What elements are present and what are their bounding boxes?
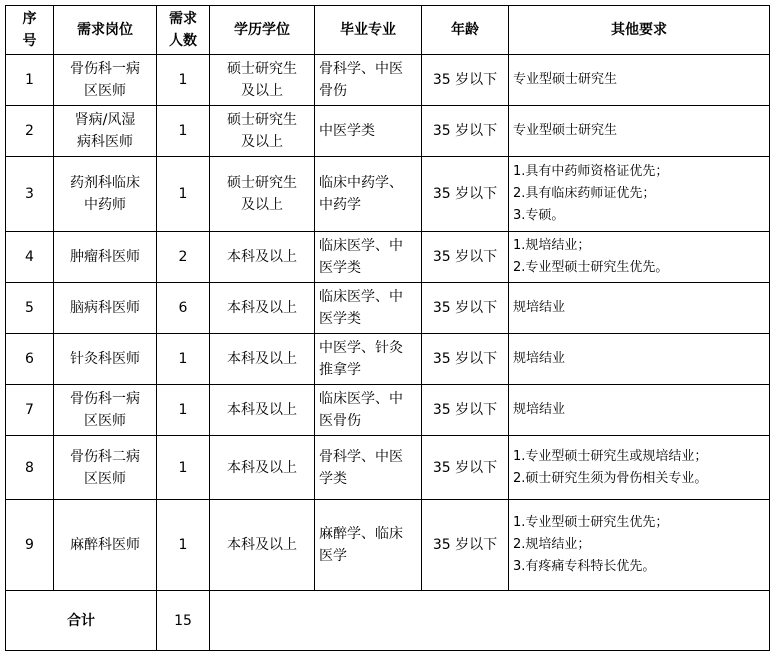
cell-position: 骨伤科一病 区医师 <box>54 385 157 436</box>
cell-major: 临床医学、中 医学类 <box>315 283 422 334</box>
cell-position: 麻醉科医师 <box>54 500 157 591</box>
table-row <box>6 55 770 106</box>
header-row <box>6 6 770 55</box>
cell-degree: 本科及以上 <box>210 232 315 283</box>
cell-seq: 6 <box>6 334 54 385</box>
table-row <box>6 500 770 591</box>
requirement-line: 1.专业型硕士研究生优先； <box>513 515 669 530</box>
table-row <box>6 283 770 334</box>
cell-seq: 9 <box>6 500 54 591</box>
cell-other <box>509 283 770 334</box>
total-label: 合计 <box>6 591 157 651</box>
requirement-line: 2.具有临床药师证优先； <box>513 186 656 201</box>
cell-position: 脑病科医师 <box>54 283 157 334</box>
cell-degree: 本科及以上 <box>210 500 315 591</box>
cell-age: 35 岁以下 <box>422 283 509 334</box>
cell-seq: 2 <box>6 106 54 157</box>
cell-other <box>509 55 770 106</box>
header-seq: 序 号 <box>6 6 54 55</box>
cell-count: 1 <box>157 334 210 385</box>
header-count: 需求 人数 <box>157 6 210 55</box>
cell-age: 35 岁以下 <box>422 334 509 385</box>
cell-age: 35 岁以下 <box>422 232 509 283</box>
cell-age: 35 岁以下 <box>422 157 509 232</box>
cell-age: 35 岁以下 <box>422 385 509 436</box>
requirement-line: 规培结业 <box>513 300 566 315</box>
requirement-line: 3.专硕。 <box>513 208 565 223</box>
requirement-line: 3.有疼痛专科特长优先。 <box>513 559 656 574</box>
cell-count: 1 <box>157 385 210 436</box>
cell-count: 1 <box>157 157 210 232</box>
cell-count: 6 <box>157 283 210 334</box>
cell-count: 1 <box>157 436 210 500</box>
cell-count: 1 <box>157 500 210 591</box>
cell-position: 肾病/风湿 病科医师 <box>54 106 157 157</box>
header-position: 需求岗位 <box>54 6 157 55</box>
requirement-line: 1.规培结业； <box>513 238 591 253</box>
cell-major: 中医学类 <box>315 106 422 157</box>
cell-major: 麻醉学、临床 医学 <box>315 500 422 591</box>
cell-degree: 本科及以上 <box>210 334 315 385</box>
cell-position: 药剂科临床 中药师 <box>54 157 157 232</box>
requirement-line: 规培结业 <box>513 402 566 417</box>
requirement-line: 专业型硕士研究生 <box>513 123 618 138</box>
cell-position: 骨伤科一病 区医师 <box>54 55 157 106</box>
cell-major: 中医学、针灸 推拿学 <box>315 334 422 385</box>
cell-other <box>509 157 770 232</box>
cell-seq: 4 <box>6 232 54 283</box>
cell-seq: 3 <box>6 157 54 232</box>
header-degree: 学历学位 <box>210 6 315 55</box>
cell-major: 骨科学、中医 学类 <box>315 436 422 500</box>
cell-seq: 1 <box>6 55 54 106</box>
cell-degree: 本科及以上 <box>210 283 315 334</box>
cell-other <box>509 106 770 157</box>
table-row <box>6 232 770 283</box>
cell-degree: 硕士研究生 及以上 <box>210 106 315 157</box>
cell-count: 1 <box>157 106 210 157</box>
total-empty-cell <box>210 591 770 651</box>
cell-position: 肿瘤科医师 <box>54 232 157 283</box>
cell-age: 35 岁以下 <box>422 55 509 106</box>
header-major: 毕业专业 <box>315 6 422 55</box>
table-row <box>6 334 770 385</box>
cell-age: 35 岁以下 <box>422 436 509 500</box>
table-row <box>6 385 770 436</box>
cell-age: 35 岁以下 <box>422 500 509 591</box>
cell-position: 针灸科医师 <box>54 334 157 385</box>
cell-degree: 本科及以上 <box>210 436 315 500</box>
table-row <box>6 106 770 157</box>
cell-other <box>509 232 770 283</box>
cell-other <box>509 436 770 500</box>
requirement-line: 规培结业 <box>513 351 566 366</box>
cell-other <box>509 500 770 591</box>
total-row <box>6 591 770 651</box>
requirement-line: 2.专业型硕士研究生优先。 <box>513 260 669 275</box>
requirement-line: 2.硕士研究生须为骨伤相关专业。 <box>513 470 708 486</box>
table-row <box>6 157 770 232</box>
recruitment-table <box>5 5 770 651</box>
cell-major: 骨科学、中医 骨伤 <box>315 55 422 106</box>
cell-seq: 5 <box>6 283 54 334</box>
header-other: 其他要求 <box>509 6 770 55</box>
cell-age: 35 岁以下 <box>422 106 509 157</box>
cell-degree: 硕士研究生 及以上 <box>210 55 315 106</box>
cell-major: 临床中药学、 中药学 <box>315 157 422 232</box>
cell-count: 2 <box>157 232 210 283</box>
cell-seq: 8 <box>6 436 54 500</box>
requirement-line: 2.规培结业； <box>513 537 591 552</box>
cell-major: 临床医学、中 医学类 <box>315 232 422 283</box>
cell-degree: 硕士研究生 及以上 <box>210 157 315 232</box>
requirement-line: 专业型硕士研究生 <box>513 72 618 87</box>
cell-position: 骨伤科二病 区医师 <box>54 436 157 500</box>
cell-other <box>509 385 770 436</box>
requirement-line: 1.具有中药师资格证优先； <box>513 164 669 179</box>
cell-other <box>509 334 770 385</box>
total-count: 15 <box>157 591 210 651</box>
cell-count: 1 <box>157 55 210 106</box>
cell-major: 临床医学、中 医骨伤 <box>315 385 422 436</box>
table-row <box>6 436 770 500</box>
cell-degree: 本科及以上 <box>210 385 315 436</box>
requirement-line: 1.专业型硕士研究生或规培结业； <box>513 448 708 464</box>
cell-seq: 7 <box>6 385 54 436</box>
header-age: 年龄 <box>422 6 509 55</box>
